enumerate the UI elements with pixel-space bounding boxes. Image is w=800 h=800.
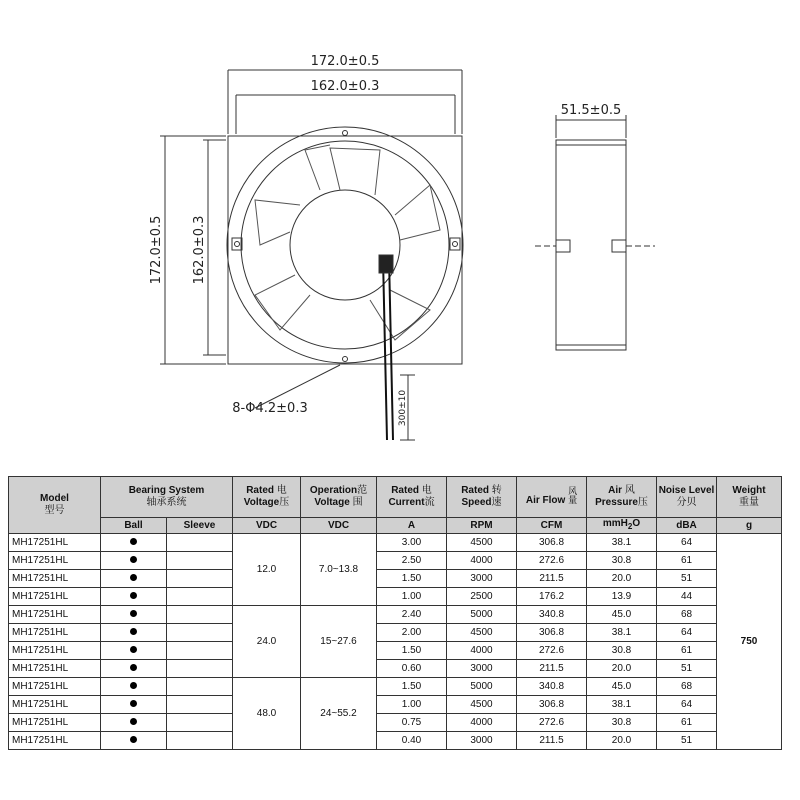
fan-outer-ring <box>227 127 463 363</box>
header-air-flow: Air Flow 风 量 <box>517 477 587 518</box>
op-range-cell: 15~27.6 <box>301 606 377 678</box>
side-view-body <box>556 140 626 350</box>
mount-hole-icon <box>343 357 348 362</box>
header-rated-voltage: Rated 电 Voltage压 <box>233 477 301 518</box>
bullet-dot-icon <box>130 736 137 743</box>
outer-width-dim: 172.0±0.5 <box>310 54 380 69</box>
pressure-cell: 45.0 <box>587 678 657 696</box>
wire-lead <box>383 258 393 440</box>
current-cell: 1.50 <box>377 678 447 696</box>
table-row <box>9 624 782 642</box>
table-row <box>9 534 782 552</box>
rated-voltage-cell: 12.0 <box>233 534 301 606</box>
ball-bearing-cell <box>101 696 167 714</box>
model-cell: MH17251HL <box>9 534 101 552</box>
speed-cell: 4000 <box>447 642 517 660</box>
speed-cell: 3000 <box>447 732 517 750</box>
flow-cell: 306.8 <box>517 624 587 642</box>
noise-cell: 68 <box>657 678 717 696</box>
model-cell: MH17251HL <box>9 642 101 660</box>
unit-current: A <box>377 518 447 534</box>
sleeve-bearing-cell <box>167 552 233 570</box>
ball-bearing-cell <box>101 552 167 570</box>
bullet-dot-icon <box>130 592 137 599</box>
noise-cell: 61 <box>657 642 717 660</box>
model-cell: MH17251HL <box>9 714 101 732</box>
flow-cell: 211.5 <box>517 660 587 678</box>
table-row <box>9 696 782 714</box>
pressure-cell: 30.8 <box>587 642 657 660</box>
header-noise: Noise Level 分贝 <box>657 477 717 518</box>
fan-inner-ring <box>241 141 449 349</box>
speed-cell: 5000 <box>447 678 517 696</box>
header-model: Model 型号 <box>9 477 101 534</box>
ball-bearing-cell <box>101 714 167 732</box>
weight-cell: 750 <box>717 534 782 750</box>
pressure-cell: 45.0 <box>587 606 657 624</box>
noise-cell: 51 <box>657 732 717 750</box>
header-operation-voltage: Operation范 Voltage 围 <box>301 477 377 518</box>
header-weight: Weight 重量 <box>717 477 782 518</box>
pressure-cell: 38.1 <box>587 624 657 642</box>
model-cell: MH17251HL <box>9 588 101 606</box>
speed-cell: 4500 <box>447 696 517 714</box>
flow-cell: 340.8 <box>517 606 587 624</box>
table-row <box>9 606 782 624</box>
header-rated-speed: Rated 转 Speed速 <box>447 477 517 518</box>
model-cell: MH17251HL <box>9 678 101 696</box>
unit-pressure: mmH$_2$O <box>587 518 657 534</box>
sleeve-bearing-cell <box>167 660 233 678</box>
noise-cell: 64 <box>657 696 717 714</box>
bullet-dot-icon <box>130 628 137 635</box>
model-cell: MH17251HL <box>9 606 101 624</box>
noise-cell: 51 <box>657 660 717 678</box>
flow-cell: 340.8 <box>517 678 587 696</box>
ball-bearing-cell <box>101 570 167 588</box>
ball-bearing-cell <box>101 624 167 642</box>
flow-cell: 211.5 <box>517 570 587 588</box>
speed-cell: 4500 <box>447 534 517 552</box>
header-sleeve: Sleeve <box>167 518 233 534</box>
rated-voltage-cell: 48.0 <box>233 678 301 750</box>
pressure-cell: 13.9 <box>587 588 657 606</box>
pressure-cell: 30.8 <box>587 714 657 732</box>
current-cell: 2.00 <box>377 624 447 642</box>
ball-bearing-cell <box>101 732 167 750</box>
ball-bearing-cell <box>101 588 167 606</box>
sleeve-bearing-cell <box>167 678 233 696</box>
header-bearing: Bearing System 轴承系统 <box>101 477 233 518</box>
mount-hole-icon <box>235 242 240 247</box>
sleeve-bearing-cell <box>167 624 233 642</box>
noise-cell: 61 <box>657 552 717 570</box>
rated-voltage-cell: 24.0 <box>233 606 301 678</box>
flow-cell: 176.2 <box>517 588 587 606</box>
speed-cell: 4000 <box>447 552 517 570</box>
noise-cell: 51 <box>657 570 717 588</box>
bullet-dot-icon <box>130 664 137 671</box>
bullet-dot-icon <box>130 646 137 653</box>
table-row <box>9 714 782 732</box>
table-row <box>9 678 782 696</box>
model-cell: MH17251HL <box>9 624 101 642</box>
outer-height-dim: 172.0±0.5 <box>149 215 164 285</box>
table-row <box>9 588 782 606</box>
model-cell: MH17251HL <box>9 696 101 714</box>
model-cell: MH17251HL <box>9 660 101 678</box>
sleeve-bearing-cell <box>167 696 233 714</box>
speed-cell: 5000 <box>447 606 517 624</box>
op-range-cell: 24~55.2 <box>301 678 377 750</box>
bullet-dot-icon <box>130 556 137 563</box>
header-ball: Ball <box>101 518 167 534</box>
ball-bearing-cell <box>101 606 167 624</box>
pressure-cell: 30.8 <box>587 552 657 570</box>
hole-spec-dim: 8-Φ4.2±0.3 <box>232 401 308 416</box>
mount-hole-icon <box>453 242 458 247</box>
flow-cell: 211.5 <box>517 732 587 750</box>
pressure-cell: 38.1 <box>587 696 657 714</box>
unit-weight: g <box>717 518 782 534</box>
ball-bearing-cell <box>101 678 167 696</box>
pressure-cell: 38.1 <box>587 534 657 552</box>
lead-length-dim: 300±10 <box>398 389 408 427</box>
ball-bearing-cell <box>101 534 167 552</box>
speed-cell: 3000 <box>447 570 517 588</box>
current-cell: 0.40 <box>377 732 447 750</box>
mount-hole-icon <box>343 131 348 136</box>
speed-cell: 4500 <box>447 624 517 642</box>
flow-cell: 306.8 <box>517 696 587 714</box>
inner-height-dim: 162.0±0.3 <box>192 215 207 285</box>
noise-cell: 44 <box>657 588 717 606</box>
sleeve-bearing-cell <box>167 534 233 552</box>
flow-cell: 272.6 <box>517 714 587 732</box>
ball-bearing-cell <box>101 642 167 660</box>
unit-noise: dBA <box>657 518 717 534</box>
noise-cell: 64 <box>657 534 717 552</box>
unit-flow: CFM <box>517 518 587 534</box>
noise-cell: 64 <box>657 624 717 642</box>
model-cell: MH17251HL <box>9 552 101 570</box>
sleeve-bearing-cell <box>167 732 233 750</box>
current-cell: 1.00 <box>377 696 447 714</box>
current-cell: 1.00 <box>377 588 447 606</box>
flow-cell: 306.8 <box>517 534 587 552</box>
current-cell: 1.50 <box>377 642 447 660</box>
sleeve-bearing-cell <box>167 606 233 624</box>
pressure-cell: 20.0 <box>587 732 657 750</box>
op-range-cell: 7.0~13.8 <box>301 534 377 606</box>
unit-voltage: VDC <box>233 518 301 534</box>
table-row <box>9 732 782 750</box>
sleeve-bearing-cell <box>167 642 233 660</box>
model-cell: MH17251HL <box>9 570 101 588</box>
bullet-dot-icon <box>130 718 137 725</box>
bullet-dot-icon <box>130 574 137 581</box>
table-row <box>9 642 782 660</box>
current-cell: 1.50 <box>377 570 447 588</box>
pressure-cell: 20.0 <box>587 570 657 588</box>
bullet-dot-icon <box>130 700 137 707</box>
bullet-dot-icon <box>130 610 137 617</box>
sleeve-bearing-cell <box>167 570 233 588</box>
speed-cell: 2500 <box>447 588 517 606</box>
mount-ear-left <box>232 238 242 250</box>
speed-cell: 4000 <box>447 714 517 732</box>
noise-cell: 68 <box>657 606 717 624</box>
side-depth-dim: 51.5±0.5 <box>560 103 622 118</box>
speed-cell: 3000 <box>447 660 517 678</box>
flow-cell: 272.6 <box>517 552 587 570</box>
table-row <box>9 570 782 588</box>
header-rated-current: Rated 电 Current流 <box>377 477 447 518</box>
wire-grommet <box>379 255 393 273</box>
header-air-pressure: Air 风 Pressure压 <box>587 477 657 518</box>
table-row <box>9 552 782 570</box>
unit-speed: RPM <box>447 518 517 534</box>
inner-width-dim: 162.0±0.3 <box>310 79 380 94</box>
noise-cell: 61 <box>657 714 717 732</box>
flow-cell: 272.6 <box>517 642 587 660</box>
spec-table <box>8 476 782 750</box>
bullet-dot-icon <box>130 682 137 689</box>
fan-blades <box>255 145 440 340</box>
current-cell: 2.40 <box>377 606 447 624</box>
current-cell: 0.60 <box>377 660 447 678</box>
mount-ear-right <box>450 238 460 250</box>
current-cell: 3.00 <box>377 534 447 552</box>
unit-op-voltage: VDC <box>301 518 377 534</box>
model-cell: MH17251HL <box>9 732 101 750</box>
sleeve-bearing-cell <box>167 714 233 732</box>
pressure-cell: 20.0 <box>587 660 657 678</box>
bullet-dot-icon <box>130 538 137 545</box>
current-cell: 2.50 <box>377 552 447 570</box>
sleeve-bearing-cell <box>167 588 233 606</box>
ball-bearing-cell <box>101 660 167 678</box>
table-row <box>9 660 782 678</box>
current-cell: 0.75 <box>377 714 447 732</box>
